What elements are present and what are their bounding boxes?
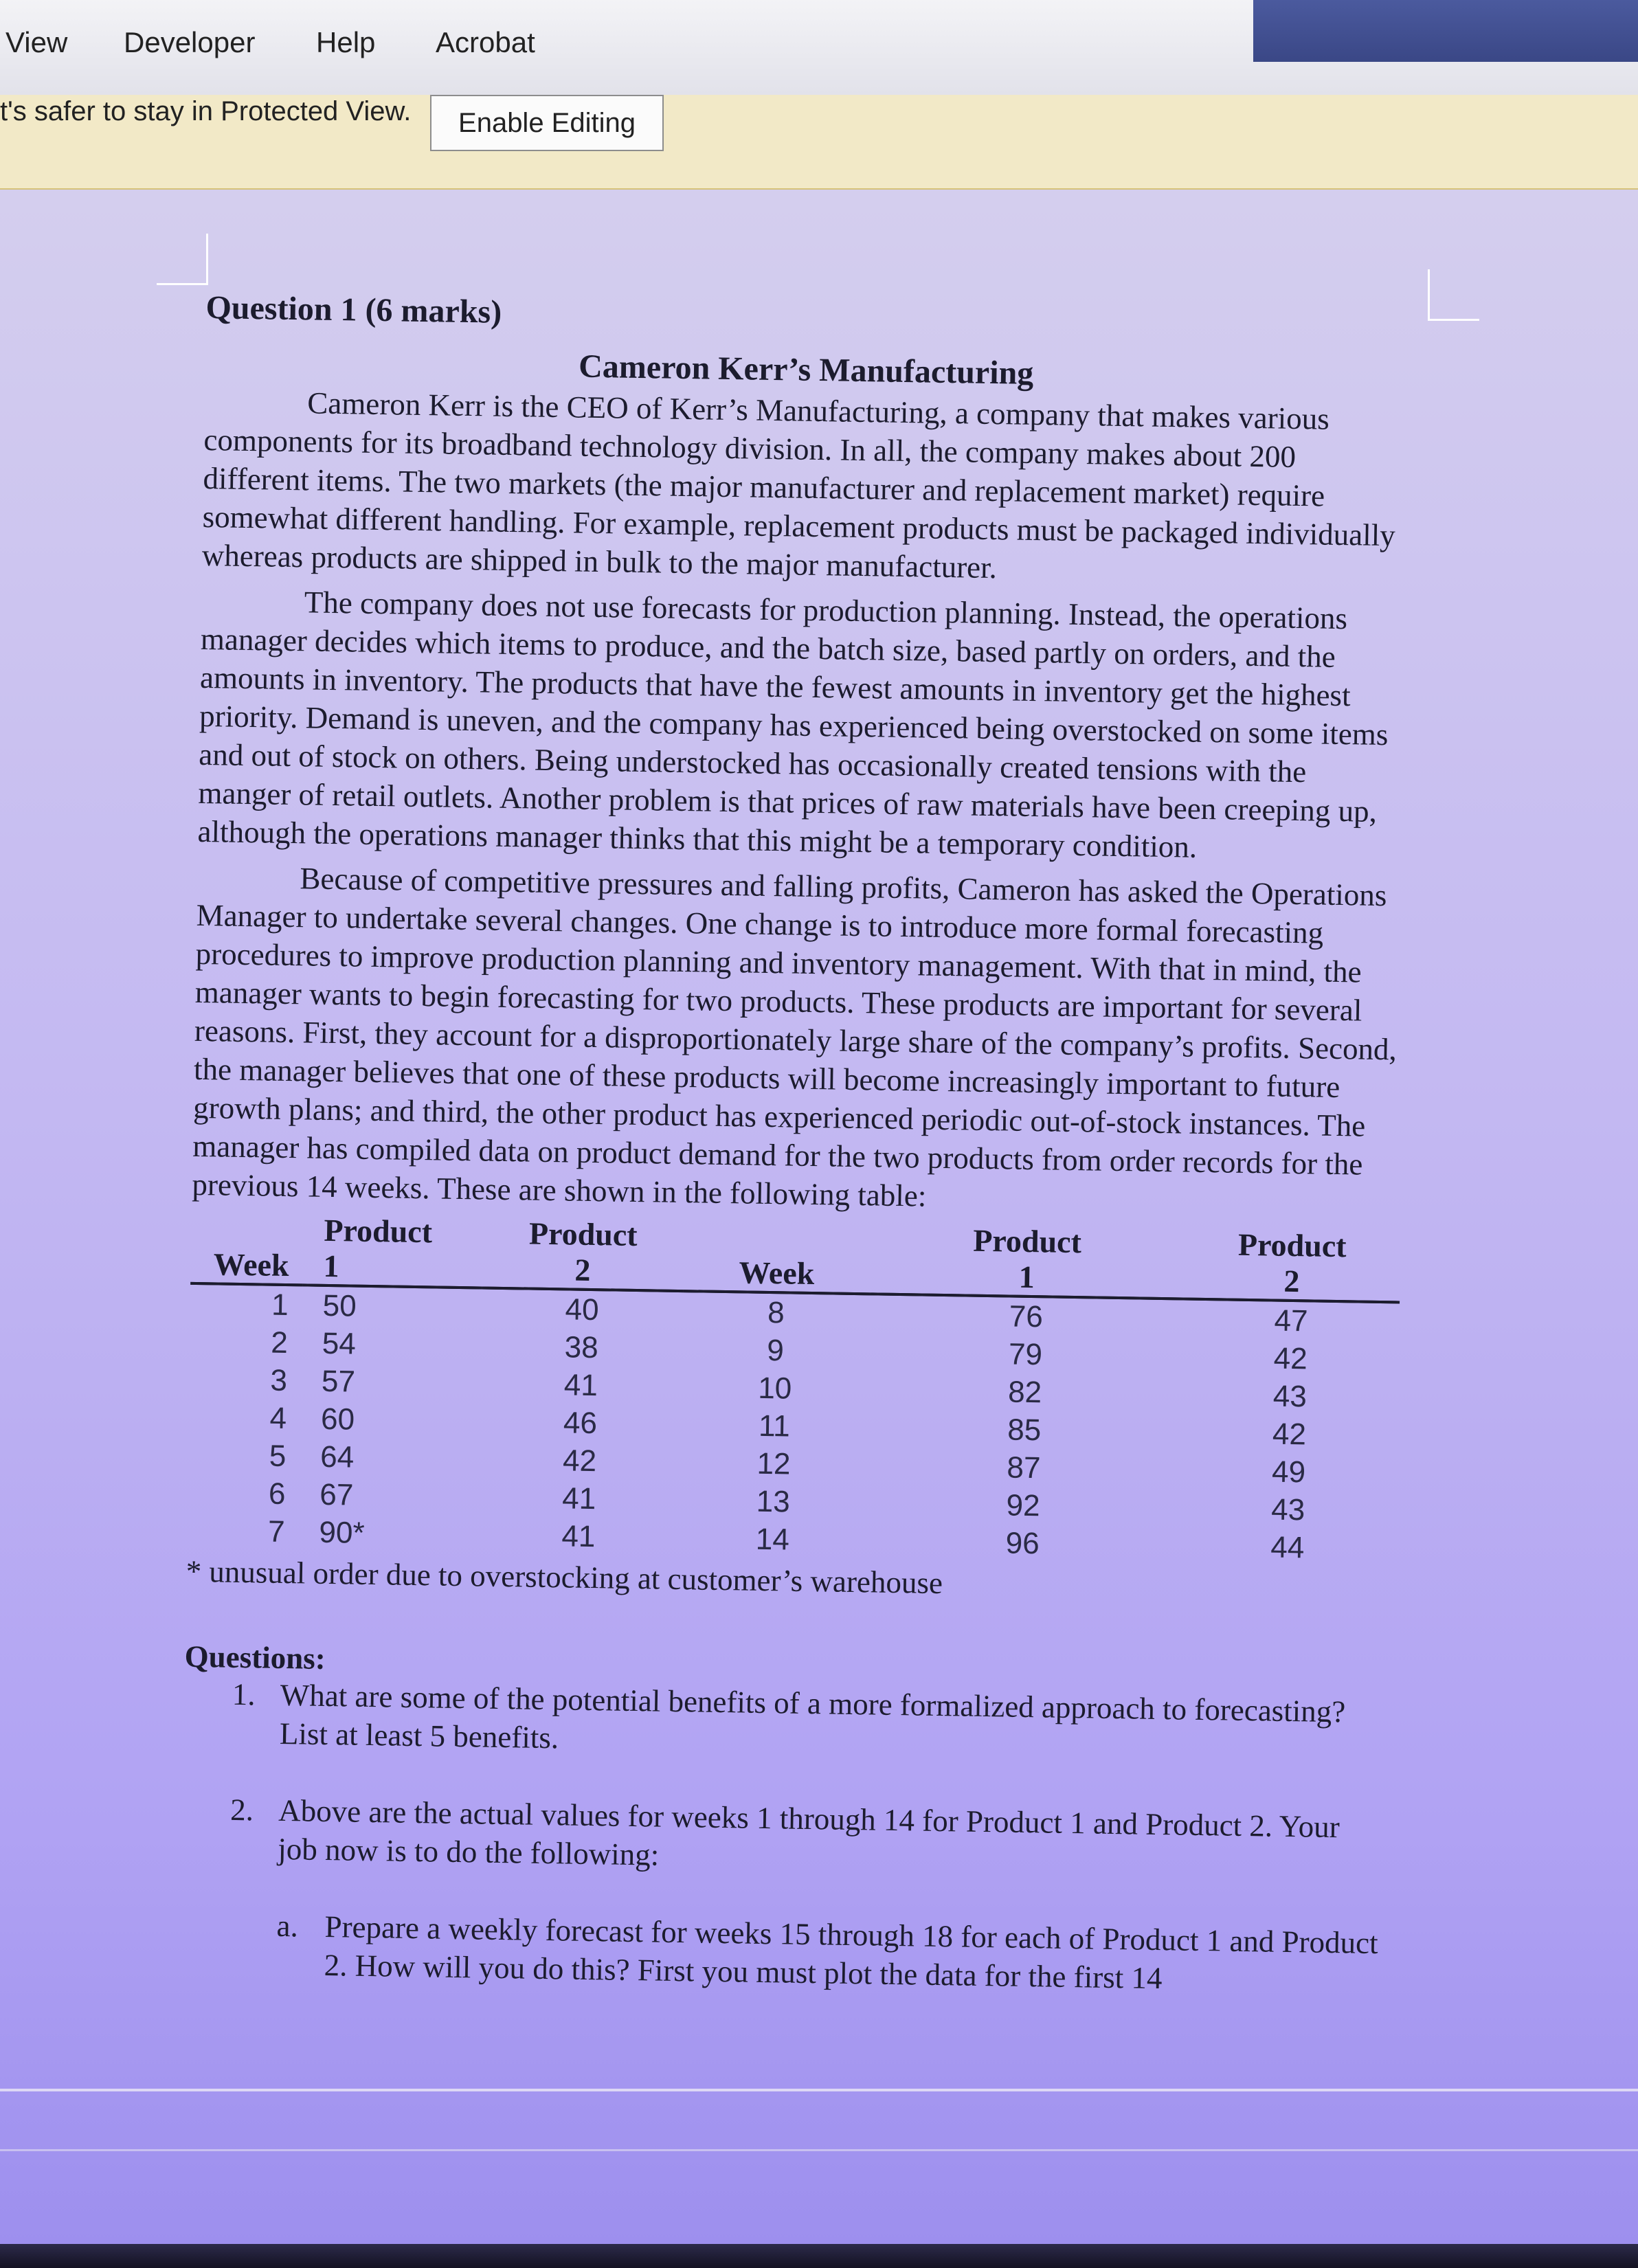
table-cell: 42: [1273, 1341, 1308, 1376]
question-text: What are some of the potential benefits of a more formalized approach to forecasting? List at least 5 benefits.: [279, 1677, 1346, 1755]
question-number: 1.: [232, 1676, 256, 1712]
page-divider: [0, 2089, 1638, 2091]
paragraph: Cameron Kerr is the CEO of Kerr’s Manufacturing, a company that makes various components for its broadband technology division. In all, the company makes about 200 different items. The two markets (the major manufacturer and replacement market) require somewhat different handling. For example, replacement products must be packaged individually whereas products are shipped in bulk to the major manufacturer.: [201, 385, 1396, 585]
table-header: 2: [1183, 1262, 1400, 1303]
table-cell: 85: [1007, 1413, 1042, 1448]
question-number: 2.: [229, 1792, 254, 1828]
table-cell: 41: [561, 1519, 596, 1554]
table-cell: 43: [1270, 1492, 1305, 1527]
menu-view[interactable]: View: [5, 26, 68, 58]
status-bar: [0, 2244, 1638, 2268]
table-header: 1: [302, 1248, 482, 1288]
question-item: [229, 1790, 1385, 1885]
table-cell: 2: [270, 1325, 289, 1360]
paragraph: The company does not use forecasts for production planning. Instead, the operations manager decides which items to produce, and the batch size, based partly on orders, and the amounts in inventory. The products that have the fewest amounts in inventory get the highest priority. Demand is uneven, and the company has experienced being overstocked on some items and out of stock on others. Being understocked has occasionally created tensions with the manger of retail outlets. Another problem is that prices of raw materials have been creeping up, although the operations manager thinks that this might be a temporary condition.: [197, 585, 1389, 864]
menu-help[interactable]: Help: [316, 26, 376, 58]
table-cell: 40: [565, 1292, 599, 1327]
table-cell: 42: [562, 1444, 597, 1479]
table-cell: 3: [270, 1363, 288, 1398]
table-cell: 82: [1007, 1375, 1042, 1410]
table-cell: 8: [767, 1296, 785, 1330]
table-cell: 38: [564, 1330, 599, 1365]
table-cell: 49: [1271, 1455, 1306, 1490]
table-header: 1: [870, 1257, 1184, 1299]
page-divider: [0, 2149, 1638, 2151]
table-cell: 67: [319, 1477, 354, 1512]
table-cell: 41: [563, 1368, 598, 1403]
protected-view-message: t's safer to stay in Protected View.: [0, 96, 412, 126]
menu-developer[interactable]: Developer: [124, 26, 256, 58]
table-cell: 90*: [319, 1515, 365, 1550]
table-cell: 1: [271, 1288, 289, 1323]
table-cell: 54: [322, 1326, 357, 1361]
page-corner-mark: [157, 234, 208, 285]
table-cell: 10: [757, 1371, 792, 1406]
table-header: Product: [528, 1215, 638, 1253]
questions-heading: Questions:: [184, 1639, 326, 1676]
paragraph: Because of competitive pressures and falling profits, Cameron has asked the Operations Manager to undertake several changes. One change is to introduce more formal forecasting procedures to improve production planning and inventory management. With that in mind, the manager wants to begin forecasting for two products. These products are important for several reasons. First, they account for a disproportionately large share of the company’s profits. Second, the manager believes that one of these products will become increasingly important to future growth plans; and third, the other product has experienced periodic out-of-stock instances. The manager has compiled data on product demand for the two products from order records for the previous 14 weeks. These are shown in the following table:: [192, 861, 1398, 1213]
table-cell: 13: [756, 1484, 791, 1519]
table-cell: 76: [1009, 1299, 1044, 1334]
table-header: Product: [324, 1212, 433, 1250]
table-header: Product: [972, 1222, 1082, 1260]
page-corner-mark: [1428, 269, 1479, 321]
table-cell: 5: [269, 1439, 287, 1474]
table-header: [684, 1218, 871, 1257]
table-cell: 14: [755, 1522, 790, 1557]
table-cell: 46: [563, 1406, 598, 1441]
table-header: Week: [683, 1254, 870, 1294]
table-header: Week: [190, 1246, 303, 1285]
table-cell: 64: [319, 1439, 355, 1474]
document-body: [179, 289, 1409, 2001]
table-header: [191, 1211, 304, 1248]
table-cell: 7: [267, 1514, 285, 1549]
table-cell: 87: [1007, 1450, 1041, 1485]
enable-editing-button[interactable]: Enable Editing: [430, 95, 664, 151]
table-cell: 42: [1272, 1417, 1307, 1452]
table-cell: 57: [321, 1364, 356, 1399]
table-cell: 41: [561, 1481, 596, 1516]
table-cell: 12: [756, 1446, 791, 1481]
menu-acrobat[interactable]: Acrobat: [436, 26, 535, 58]
table-cell: 92: [1006, 1488, 1040, 1523]
table-header: Product: [1237, 1226, 1347, 1264]
table-cell: 47: [1274, 1303, 1308, 1338]
subquestion-letter: a.: [276, 1908, 299, 1944]
question-text: Above are the actual values for weeks 1 through 14 for Product 1 and Product 2. Your job now is to do the following:: [277, 1793, 1340, 1872]
table-cell: 6: [268, 1477, 286, 1512]
demand-table: [186, 1211, 1401, 1569]
table-cell: 11: [758, 1408, 791, 1444]
table-cell: 60: [320, 1402, 355, 1437]
subquestion-text: Prepare a weekly forecast for weeks 15 through 18 for each of Product 1 and Product 2. How will you do this? First you must plot the data for the first 14: [324, 1909, 1379, 1996]
table-cell: 9: [767, 1334, 785, 1368]
table-cell: 44: [1270, 1530, 1305, 1565]
question-title: Question 1 (6 marks): [205, 289, 502, 330]
table-cell: 43: [1272, 1379, 1308, 1414]
title-bar-accent: [1253, 0, 1638, 62]
table-cell: 79: [1008, 1337, 1043, 1372]
table-cell: 4: [269, 1401, 287, 1436]
table-cell: 50: [322, 1288, 357, 1323]
table-footnote: * unusual order due to overstocking at customer’s warehouse: [186, 1553, 943, 1601]
case-title: Cameron Kerr’s Manufacturing: [578, 348, 1034, 392]
table-header: 2: [482, 1250, 684, 1291]
table-cell: 96: [1005, 1526, 1040, 1561]
